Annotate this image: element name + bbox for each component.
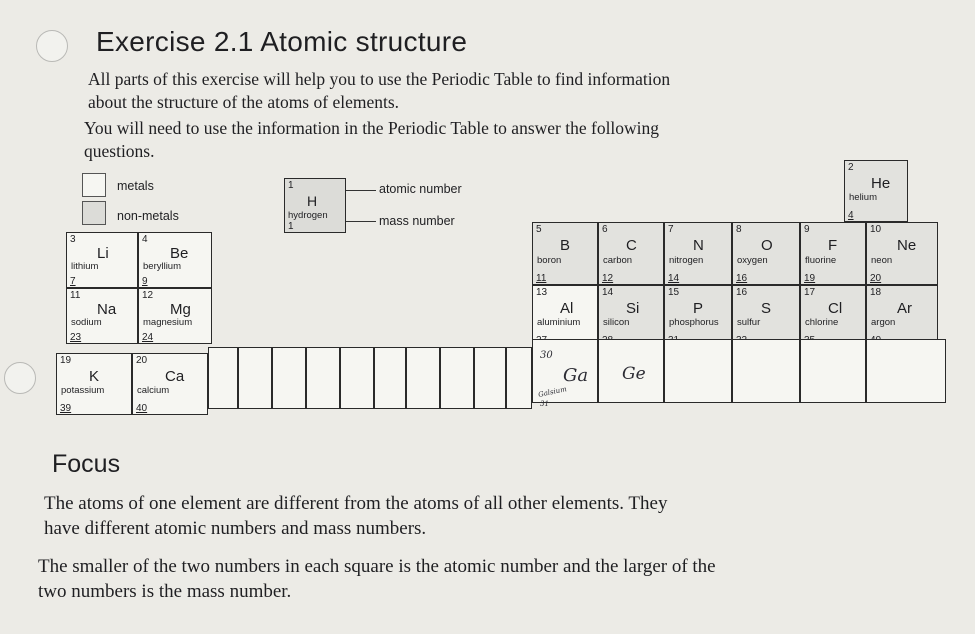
element-name: chlorine (805, 317, 839, 328)
element-cell-f (800, 222, 866, 285)
binder-hole-top (36, 30, 68, 62)
element-cell-na (66, 288, 138, 344)
focus-heading: Focus (52, 450, 121, 478)
intro-paragraph-2: You will need to use the information in the Periodic Table to answer the following questions. (84, 118, 660, 161)
metals-legend-label: metals (117, 179, 154, 193)
handwritten-name-gallium: Galsium (537, 385, 568, 399)
p-block-row4-cell (866, 339, 946, 403)
element-atomic-number: 19 (60, 355, 72, 366)
element-name: oxygen (737, 255, 768, 266)
element-cell-o (732, 222, 800, 285)
element-symbol: O (761, 237, 773, 254)
element-cell-p (664, 285, 732, 347)
empty-cell (506, 347, 532, 409)
empty-cell (208, 347, 238, 409)
element-cell-ca (132, 353, 208, 415)
focus-paragraph-2: The smaller of the two numbers in each square is the atomic number and the larger of the two numbers is the mass number. (38, 556, 716, 602)
element-atomic-number: 3 (70, 234, 76, 245)
element-symbol: He (871, 175, 891, 192)
element-name: aluminium (537, 317, 581, 328)
element-cell-b (532, 222, 598, 285)
element-mass-number: 16 (736, 273, 748, 284)
key-mass-number-label: mass number (379, 214, 455, 228)
element-symbol: Ar (897, 300, 912, 317)
element-atomic-number: 14 (602, 287, 614, 298)
element-cell-k (56, 353, 132, 415)
element-cell-al (532, 285, 598, 347)
element-name: sodium (71, 317, 102, 328)
binder-hole-bottom (4, 362, 36, 394)
element-name: boron (537, 255, 562, 266)
element-name: calcium (137, 385, 170, 396)
element-symbol: Be (170, 245, 189, 262)
empty-cell (440, 347, 474, 409)
element-mass-number: 40 (136, 403, 148, 414)
non-metals-legend-swatch (82, 201, 106, 225)
element-mass-number: 23 (70, 332, 82, 343)
element-symbol: B (560, 237, 571, 254)
p-block-row4-cell (732, 339, 800, 403)
empty-cell (474, 347, 506, 409)
element-atomic-number: 9 (804, 224, 810, 235)
empty-cell (374, 347, 406, 409)
non-metals-legend-label: non-metals (117, 209, 179, 223)
key-symbol: H (307, 193, 318, 209)
element-mass-number: 12 (602, 273, 614, 284)
element-name: argon (871, 317, 896, 328)
element-atomic-number: 5 (536, 224, 542, 235)
element-atomic-number: 20 (136, 355, 148, 366)
element-atomic-number: 6 (602, 224, 608, 235)
element-atomic-number: 11 (70, 290, 81, 301)
handwritten-atomic-number: 30 (540, 350, 553, 361)
empty-cell (406, 347, 440, 409)
element-cell-mg (138, 288, 212, 344)
element-name: nitrogen (669, 255, 704, 266)
element-cell-cl (800, 285, 866, 347)
element-cell-si (598, 285, 664, 347)
element-mass-number: 24 (142, 332, 154, 343)
element-name: beryllium (143, 261, 182, 272)
element-atomic-number: 18 (870, 287, 882, 298)
element-symbol: C (626, 237, 637, 254)
element-symbol: S (761, 300, 772, 317)
element-atomic-number: 10 (870, 224, 882, 235)
element-atomic-number: 4 (142, 234, 148, 245)
exercise-title: Exercise 2.1 Atomic structure (96, 26, 468, 57)
element-name: sulfur (737, 317, 761, 328)
key-pointer-mass (346, 221, 376, 222)
element-name: carbon (603, 255, 633, 266)
element-cell-ar (866, 285, 938, 347)
element-symbol: Na (97, 301, 117, 318)
element-atomic-number: 2 (848, 162, 854, 173)
handwritten-symbol-ge: Ge (622, 364, 646, 384)
element-symbol: Al (560, 300, 574, 317)
element-cell-ne (866, 222, 938, 285)
element-name: neon (871, 255, 893, 266)
key-atomic-number-label: atomic number (379, 182, 462, 196)
element-cell-he (844, 160, 908, 222)
element-atomic-number: 12 (142, 290, 154, 301)
element-symbol: Si (626, 300, 640, 317)
key-cell-hydrogen: 1 H hydrogen 1 (284, 178, 346, 233)
element-cell-be (138, 232, 212, 288)
key-mass: 1 (288, 221, 294, 232)
metals-legend-swatch (82, 173, 106, 197)
element-cell-s (732, 285, 800, 347)
element-name: lithium (71, 261, 99, 272)
element-mass-number: 19 (804, 273, 816, 284)
element-symbol: Cl (828, 300, 843, 317)
element-mass-number: 7 (70, 276, 76, 287)
element-name: fluorine (805, 255, 837, 266)
empty-cell (340, 347, 374, 409)
element-symbol: Ne (897, 237, 917, 254)
element-atomic-number: 8 (736, 224, 742, 235)
key-pointer-atomic (346, 190, 376, 191)
element-name: silicon (603, 317, 630, 328)
element-name: phosphorus (669, 317, 719, 328)
element-mass-number: 4 (848, 210, 854, 221)
element-symbol: Li (97, 245, 109, 262)
p-block-row4-cell (664, 339, 732, 403)
handwritten-symbol-ga: Ga (563, 365, 589, 386)
element-mass-number: 14 (668, 273, 680, 284)
element-atomic-number: 17 (804, 287, 816, 298)
key-name: hydrogen (288, 210, 328, 221)
element-symbol: F (828, 237, 838, 254)
element-symbol: Mg (170, 301, 191, 318)
element-atomic-number: 16 (736, 287, 748, 298)
element-mass-number: 9 (142, 276, 148, 287)
focus-paragraph-1: The atoms of one element are different from the atoms of all other elements. They have different atomic numbers and mass numbers. (44, 493, 668, 539)
element-symbol: K (89, 368, 100, 385)
element-mass-number: 39 (60, 403, 72, 414)
element-atomic-number: 15 (668, 287, 680, 298)
handwritten-mass-number: 31 (540, 400, 549, 408)
element-name: magnesium (143, 317, 193, 328)
element-atomic-number: 7 (668, 224, 674, 235)
empty-cell (272, 347, 306, 409)
empty-cell (238, 347, 272, 409)
element-name: potassium (61, 385, 105, 396)
element-symbol: Ca (165, 368, 185, 385)
element-symbol: P (693, 300, 704, 317)
empty-cell (306, 347, 340, 409)
element-mass-number: 20 (870, 273, 882, 284)
element-cell-n (664, 222, 732, 285)
element-atomic-number: 13 (536, 287, 548, 298)
intro-paragraph-1: All parts of this exercise will help you to use the Periodic Table to find information about the structure of the atoms of elements. (88, 69, 671, 112)
p-block-row4-cell (800, 339, 866, 403)
element-name: helium (849, 192, 877, 203)
element-mass-number: 11 (536, 273, 547, 284)
element-symbol: N (693, 237, 704, 254)
element-cell-c (598, 222, 664, 285)
element-cell-li (66, 232, 138, 288)
